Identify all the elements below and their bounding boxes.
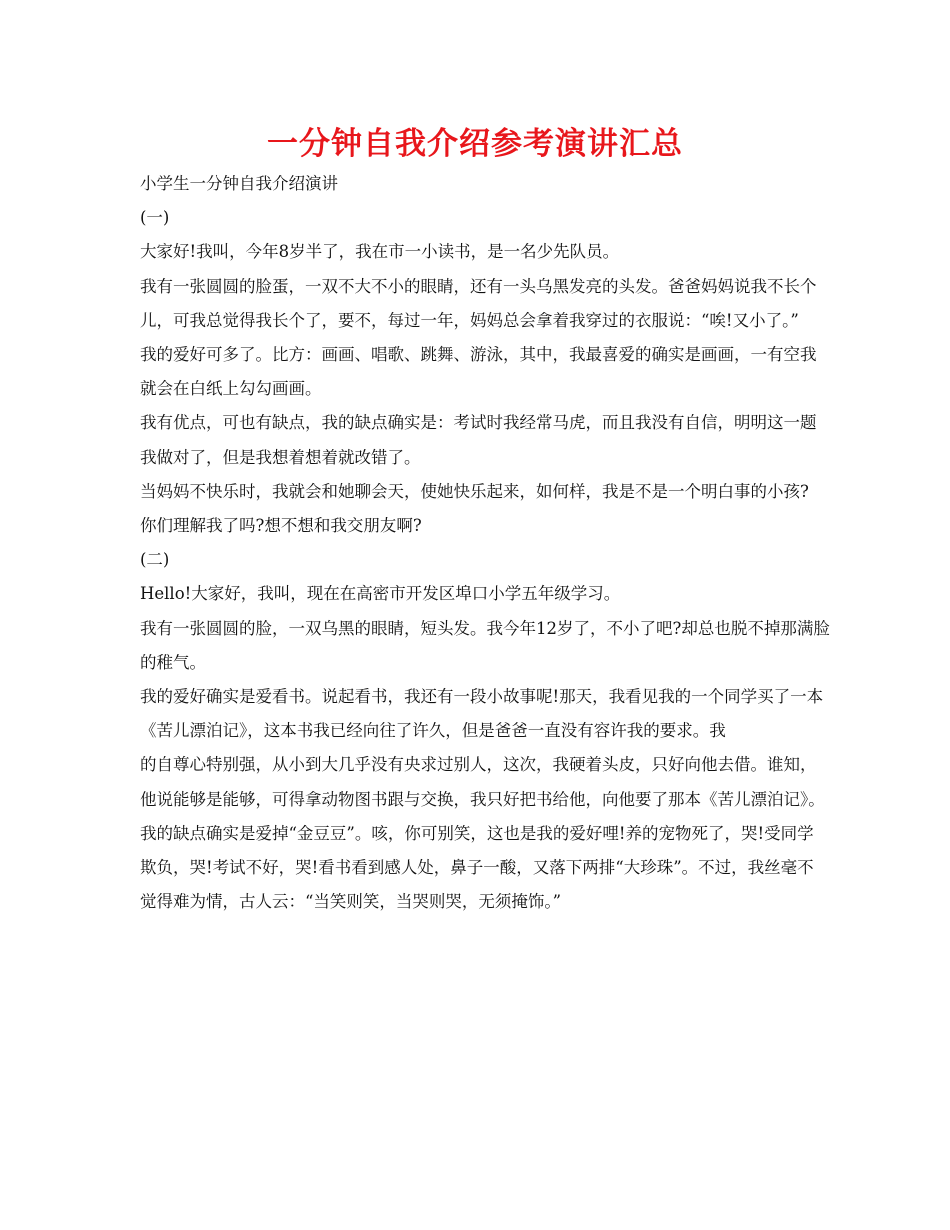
section-marker: (二) xyxy=(140,550,170,570)
paragraph: 我的缺点确实是爱掉“金豆豆”。咳，你可别笑，这也是我的爱好哩!养的宠物死了，哭!受同学欺负，哭!考试不好，哭!看书看到感人处，鼻子一酸，又落下两排“大珍珠”。不过，我丝毫不觉得难为情，古人云：“当笑则笑，当哭则哭，无须掩饰。” xyxy=(140,823,814,912)
document-title: 一分钟自我介绍参考演讲汇总 xyxy=(267,126,683,162)
paragraph: Hello!大家好，我叫，现在在高密市开发区埠口小学五年级学习。 xyxy=(140,584,621,604)
paragraph: 我的爱好可多了。比方：画画、唱歌、跳舞、游泳，其中，我最喜爱的确实是画画，一有空我就会在白纸上勾勾画画。 xyxy=(140,345,817,399)
paragraph: 我有优点，可也有缺点，我的缺点确实是：考试时我经常马虎，而且我没有自信，明明这一题我做对了，但是我想着想着就改错了。 xyxy=(140,413,817,467)
paragraph: 我有一张圆圆的脸蛋，一双不大不小的眼睛，还有一头乌黑发亮的头发。爸爸妈妈说我不长个儿，可我总觉得我长个了，要不，每过一年，妈妈总会拿着我穿过的衣服说：“唉!又小了。” xyxy=(140,276,817,330)
document-body xyxy=(140,167,830,919)
paragraph: 当妈妈不快乐时，我就会和她聊会天，使她快乐起来，如何样，我是不是一个明白事的小孩? xyxy=(140,481,809,501)
section-marker: (一) xyxy=(140,208,170,228)
paragraph: 我有一张圆圆的脸，一双乌黑的眼睛，短头发。我今年12岁了，不小了吧?却总也脱不掉那满脸的稚气。 xyxy=(140,618,830,672)
paragraph: 你们理解我了吗?想不想和我交朋友啊? xyxy=(140,516,422,536)
paragraph: 大家好!我叫，今年8岁半了，我在市一小读书，是一名少先队员。 xyxy=(140,242,620,262)
paragraph: 我的爱好确实是爱看书。说起看书，我还有一段小故事呢!那天，我看见我的一个同学买了一本《苦儿漂泊记》，这本书我已经向往了许久，但是爸爸一直没有容许我的要求。我 xyxy=(140,687,824,741)
subtitle: 小学生一分钟自我介绍演讲 xyxy=(140,174,338,193)
paragraph: 的自尊心特别强，从小到大几乎没有央求过别人，这次，我硬着头皮，只好向他去借。谁知，他说能够是能够，可得拿动物图书跟与交换，我只好把书给他，向他要了那本《苦儿漂泊记》。 xyxy=(140,755,825,809)
